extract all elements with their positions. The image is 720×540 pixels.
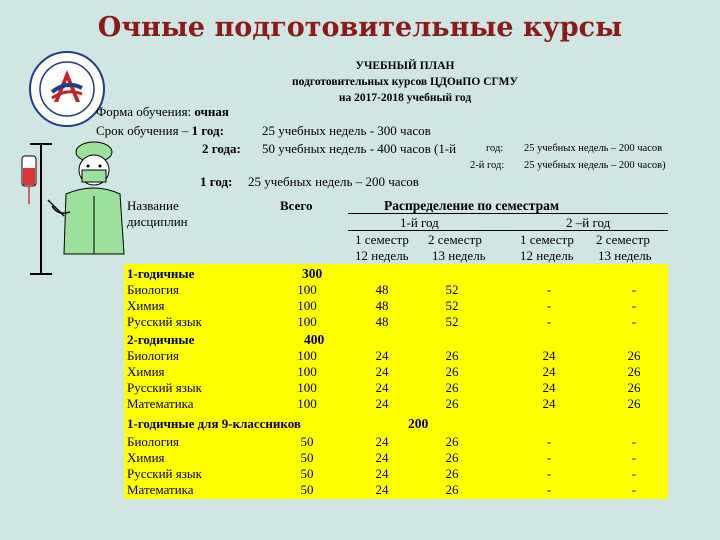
row-total: 50: [300, 450, 314, 465]
sem2-line1: 2 семестр: [428, 232, 482, 247]
row-s4: 26: [627, 364, 641, 379]
table-row: [124, 482, 668, 497]
group-total: 400: [304, 332, 325, 347]
row-s3: -: [546, 298, 552, 313]
group-row: [124, 266, 668, 281]
two-years-label: 2 года:: [202, 141, 241, 156]
table-row: [124, 466, 668, 481]
study-form: [96, 104, 229, 120]
row-s1: 24: [375, 434, 389, 449]
plan-header-line2: подготовительных курсов ЦДОиПО СГМУ: [292, 76, 518, 88]
row-name: Русский язык: [127, 466, 202, 481]
row-name: Биология: [127, 348, 180, 363]
two-years-value: 50 учебных недель - 400 часов (1-й: [262, 141, 457, 156]
row-s3: 24: [542, 396, 556, 411]
row-s3: 24: [542, 348, 556, 363]
row-name: Химия: [127, 450, 165, 465]
row-s3: -: [546, 482, 552, 497]
row-s4: -: [631, 466, 637, 481]
year2-header: 2 –й год: [566, 215, 611, 230]
row-s1: 24: [375, 380, 389, 395]
one-year-b-label: 1 год:: [200, 174, 233, 189]
duration-label: Срок обучения –: [96, 123, 189, 138]
row-total: 50: [300, 482, 314, 497]
row-s4: -: [631, 434, 637, 449]
university-logo-icon: [28, 50, 106, 128]
sem4-line1: 2 семестр: [596, 232, 650, 247]
row-s2: 26: [445, 466, 459, 481]
group-total: 300: [302, 266, 323, 281]
row-name: Химия: [127, 364, 165, 379]
row-s1: 48: [375, 298, 389, 313]
plan-header-line3: на 2017-2018 учебный год: [338, 92, 472, 104]
row-s4: -: [631, 282, 637, 297]
row-total: 100: [297, 314, 317, 329]
two-years-y1-label: год:: [486, 143, 504, 154]
table-row: [124, 396, 668, 411]
row-s1: 24: [375, 348, 389, 363]
sem4-line2: 13 недель: [598, 248, 652, 263]
one-year-label: 1 год:: [191, 123, 224, 138]
table-row: [124, 298, 668, 313]
row-s2: 26: [445, 364, 459, 379]
sem3-line1: 1 семестр: [520, 232, 574, 247]
two-years-y1-value: 25 учебных недель – 200 часов: [524, 143, 663, 154]
row-s1: 24: [375, 450, 389, 465]
row-s2: 26: [445, 396, 459, 411]
table-row: [124, 434, 668, 449]
group-row: [124, 332, 668, 347]
group-total: 200: [408, 416, 429, 431]
row-s2: 52: [445, 298, 459, 313]
row-s3: -: [546, 314, 552, 329]
row-name: Русский язык: [127, 314, 202, 329]
table-row: [124, 364, 668, 379]
row-s1: 24: [375, 396, 389, 411]
plan-header-line1: УЧЕБНЫЙ ПЛАН: [355, 60, 455, 72]
row-s4: 26: [627, 348, 641, 363]
row-s2: 26: [445, 482, 459, 497]
row-total: 100: [297, 298, 317, 313]
sem1-line1: 1 семестр: [355, 232, 409, 247]
header-divider-1: [348, 213, 668, 214]
row-s1: 48: [375, 282, 389, 297]
row-total: 50: [300, 466, 314, 481]
row-total: 100: [297, 380, 317, 395]
row-s2: 26: [445, 434, 459, 449]
row-total: 50: [300, 434, 314, 449]
group-row: [124, 416, 668, 431]
doctor-illustration-icon: [8, 134, 128, 284]
row-name: Математика: [127, 396, 194, 411]
header-divider-2: [348, 230, 668, 231]
slide-title: Очные подготовительные курсы: [97, 12, 623, 43]
table-row: [124, 348, 668, 363]
table-row: [124, 314, 668, 329]
row-s3: 24: [542, 364, 556, 379]
row-s1: 24: [375, 364, 389, 379]
row-total: 100: [297, 282, 317, 297]
sem1-line2: 12 недель: [355, 248, 409, 263]
two-years-y2-label: 2-й год:: [470, 160, 505, 171]
row-s3: -: [546, 450, 552, 465]
sem2-line2: 13 недель: [432, 248, 486, 263]
row-name: Биология: [127, 282, 180, 297]
row-s3: -: [546, 434, 552, 449]
one-year-b-value: 25 учебных недель – 200 часов: [248, 174, 419, 189]
row-s2: 26: [445, 450, 459, 465]
table-row: [124, 380, 668, 395]
col-name-line2: дисциплин: [127, 214, 188, 229]
row-s4: -: [631, 314, 637, 329]
row-total: 100: [297, 348, 317, 363]
row-name: Математика: [127, 482, 194, 497]
study-form-label: Форма обучения:: [96, 104, 192, 119]
row-s1: 24: [375, 482, 389, 497]
row-s1: 24: [375, 466, 389, 481]
row-s2: 26: [445, 348, 459, 363]
row-name: Биология: [127, 434, 180, 449]
row-s4: 26: [627, 380, 641, 395]
plan-header: [240, 58, 570, 106]
year1-header: 1-й год: [400, 215, 439, 230]
group-name: 1-годичные: [127, 266, 195, 281]
two-years-y2-value: 25 учебных недель – 200 часов): [524, 160, 666, 171]
row-s4: -: [631, 298, 637, 313]
table-row: [124, 450, 668, 465]
col-distribution-header: Распределение по семестрам: [384, 198, 560, 213]
row-name: Химия: [127, 298, 165, 313]
group-name: 1-годичные для 9-классников: [127, 416, 301, 431]
row-s2: 52: [445, 282, 459, 297]
row-total: 100: [297, 364, 317, 379]
group-name: 2-годичные: [127, 332, 195, 347]
row-s3: 24: [542, 380, 556, 395]
row-name: Русский язык: [127, 380, 202, 395]
row-s3: -: [546, 282, 552, 297]
study-form-value: очная: [194, 104, 229, 119]
table-row: [124, 282, 668, 297]
col-total-header: Всего: [280, 198, 313, 213]
row-s4: -: [631, 450, 637, 465]
col-name-line1: Название: [127, 198, 179, 213]
row-s1: 48: [375, 314, 389, 329]
row-s2: 52: [445, 314, 459, 329]
row-s4: -: [631, 482, 637, 497]
row-s3: -: [546, 466, 552, 481]
sem3-line2: 12 недель: [520, 248, 574, 263]
row-total: 100: [297, 396, 317, 411]
one-year-value: 25 учебных недель - 300 часов: [262, 123, 431, 138]
row-s4: 26: [627, 396, 641, 411]
row-s2: 26: [445, 380, 459, 395]
